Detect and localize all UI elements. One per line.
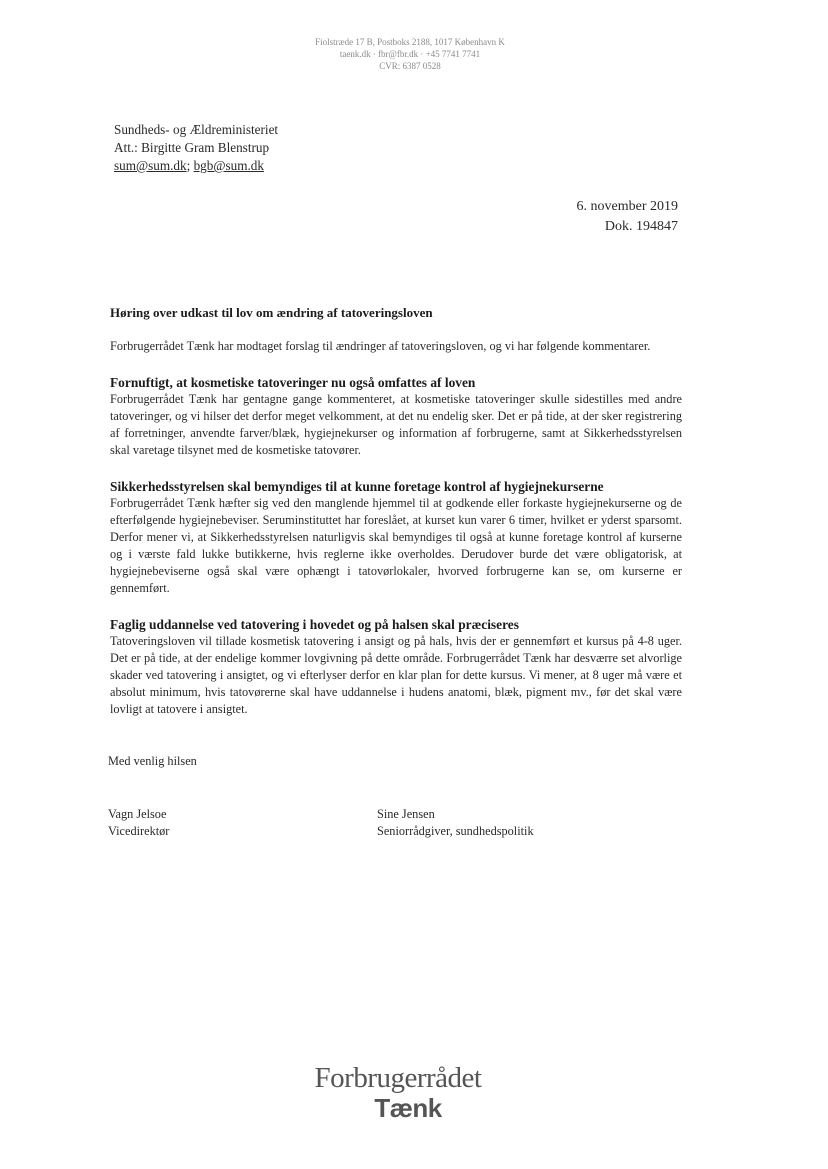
letterhead-street: Fiolstræde 17 B, Postboks 2188, 1017 København K [315, 37, 505, 47]
section-heading: Faglig uddannelse ved tatovering i hovedet og på halsen skal præciseres [110, 617, 519, 632]
signatory-left [108, 806, 169, 840]
letterhead-cvr: CVR: 6387 0528 [379, 61, 441, 71]
date-block [577, 197, 678, 237]
signatory-name: Vagn Jelsoe [108, 807, 167, 821]
logo-wordmark: Forbrugerrådet [314, 1062, 482, 1094]
section-body: Tatoveringsloven vil tillade kosmetisk tatovering i ansigt og på hals, hvis der er gennemført et kursus på 4-8 uger. Det er på tide, at der endelige kommer lovgivning på dette område. Forbrugerrådet Tænk har desværre set alvorlige skader ved tatovering i ansigtet, og vi efterlyser derfor en klar plan for dette kursus. Vi mener, at 8 uger må være et absolut minimum, hvis tatovørerne skal have uddannelse i hudens anatomi, blæk, pigment mv., før det skal være lovligt at tatovere i ansigtet. [110, 634, 682, 716]
recipient-email-link[interactable]: bgb@sum.dk [193, 158, 264, 173]
signatory-role: Vicedirektør [108, 824, 170, 838]
recipient-email-link[interactable]: sum@sum.dk [114, 158, 187, 173]
section-heading: Fornuftigt, at kosmetiske tatoveringer nu også omfattes af loven [110, 375, 476, 390]
section-hygiene-courses [110, 478, 682, 597]
letter-body [110, 304, 682, 737]
forbrugerraadet-logo [288, 1062, 508, 1122]
letter-date: 6. november 2019 [576, 199, 678, 214]
recipient-org: Sundheds- og Ældreministeriet [114, 122, 279, 137]
signatory-role: Seniorrådgiver, sundhedspolitik [377, 824, 534, 838]
section-cosmetic-tattoos [110, 374, 682, 459]
letterhead-contact: taenk.dk · fbr@fbr.dk · +45 7741 7741 [339, 49, 481, 59]
section-heading: Sikkerhedsstyrelsen skal bemyndiges til at kunne foretage kontrol af hygiejnekurserne [110, 479, 604, 494]
recipient-emails [114, 157, 278, 175]
section-body: Forbrugerrådet Tænk hæfter sig ved den manglende hjemmel til at godkende eller forkaste hygiejnekurserne og de efterfølgende hygiejnebeviser. Seruminstituttet har foreslået, at kurset kun varer 6 timer, hvilket er yderst sparsomt. Derfor mener vi, at Sikkerhedsstyrelsen naturligvis skal bemyndiges til også at kunne foretage kontrol af kurserne og i værste fald lukke butikkerne, hvis reglerne ikke overholdes. Derudover burde det være obligatorisk, at hygiejnebeviserne også skal være ophængt i tatovørlokaler, hvorved forbrugerne kan se, om kurserne er gennemført. [110, 496, 682, 595]
closing-salutation: Med venlig hilsen [108, 754, 197, 768]
letterhead-address [250, 36, 570, 72]
section-body: Forbrugerrådet Tænk har gentagne gange kommenteret, at kosmetiske tatoveringer skulle sidestilles med andre tatoveringer, og vi hilser det derfor meget velkomment, at det nu endelig sker. Det er på tide, at der sker registrering af forretninger, anvendte farver/blæk, hygiejnekurser og information af forbrugerne, samt at Sikkerhedsstyrelsen skal varetage tilsynet med de kosmetiske tatovører. [110, 392, 682, 457]
intro-paragraph: Forbrugerrådet Tænk har modtaget forslag til ændringer af tatoveringsloven, og vi har følgende kommentarer. [110, 339, 651, 353]
recipient-block [114, 121, 278, 175]
signatory-name: Sine Jensen [377, 807, 435, 821]
logo-subwordmark: Tænk [374, 1093, 442, 1123]
letter-title: Høring over udkast til lov om ændring af tatoveringsloven [110, 305, 433, 320]
recipient-att: Att.: Birgitte Gram Blenstrup [114, 140, 270, 155]
section-face-neck-training [110, 616, 682, 718]
document-number: Dok. 194847 [604, 219, 678, 234]
email-separator: ; [186, 158, 194, 173]
signatory-right [377, 806, 534, 840]
